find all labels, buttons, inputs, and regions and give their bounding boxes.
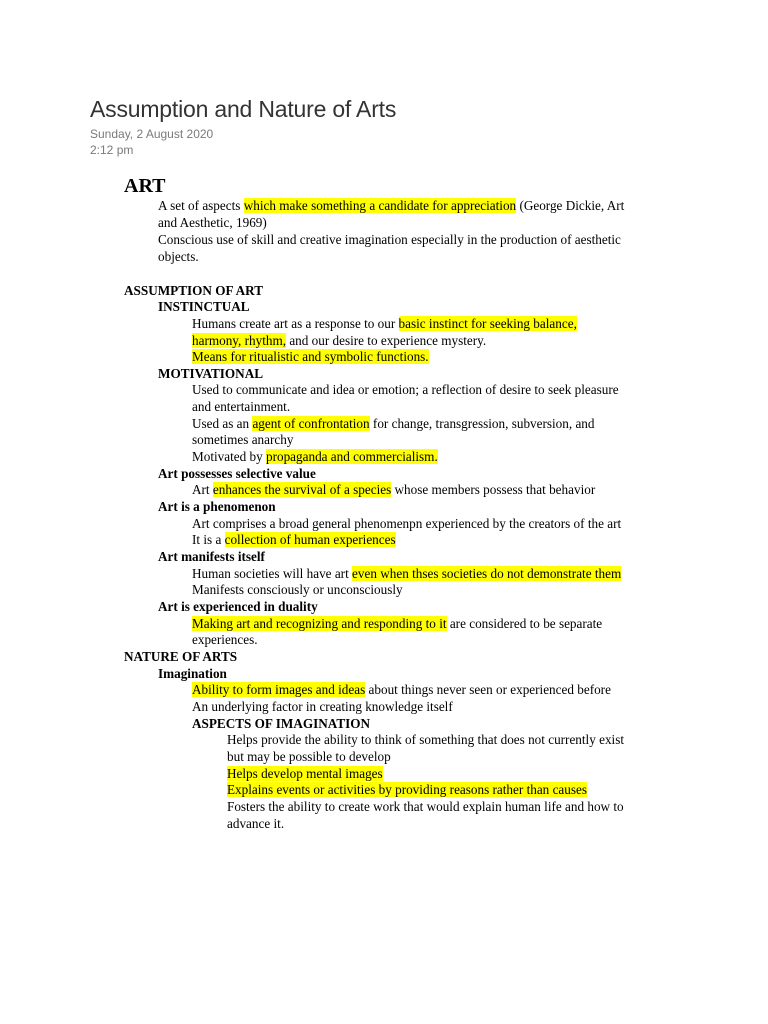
phenomenon-heading: Art is a phenomenon: [158, 499, 276, 514]
manifests-line-1: Human societies will have art even when thses societies do not demonstrate them: [192, 566, 622, 581]
page-title: Assumption and Nature of Arts: [90, 96, 397, 122]
aspect-3: [227, 781, 587, 798]
highlight: harmony, rhythm,: [192, 333, 287, 348]
motivational-line-1: Used to communicate and idea or emotion; a reflection of desire to seek pleasure: [192, 382, 619, 397]
highlight: Making art and recognizing and responding to it: [192, 616, 447, 631]
imagination-heading: Imagination: [158, 666, 227, 681]
selective-heading: Art possesses selective value: [158, 466, 316, 481]
nature-heading: NATURE OF ARTS: [124, 649, 238, 664]
imagination-line-1: Ability to form images and ideas about things never seen or experienced before: [192, 682, 611, 697]
phenomenon-line-1: Art comprises a broad general phenomenpn experienced by the creators of the art: [192, 516, 622, 531]
aspect-2: [227, 765, 383, 782]
art-definition-line-4: objects.: [158, 249, 199, 264]
highlight: Means for ritualistic and symbolic functions.: [192, 349, 429, 364]
page-date: Sunday, 2 August 2020: [90, 127, 214, 141]
manifests-heading: Art manifests itself: [158, 549, 265, 564]
highlight: Explains events or activities by providing reasons rather than causes: [227, 782, 587, 797]
imagination-line-2: An underlying factor in creating knowledge itself: [192, 699, 453, 714]
highlight: Ability to form images and ideas: [192, 682, 366, 697]
motivational-line-4: sometimes anarchy: [192, 432, 294, 447]
highlight: basic instinct for seeking balance,: [398, 316, 577, 331]
page-time: 2:12 pm: [90, 143, 134, 157]
motivational-line-2: and entertainment.: [192, 399, 291, 414]
aspect-4-line-2: advance it.: [227, 816, 285, 831]
highlight: agent of confrontation: [252, 416, 370, 431]
aspects-heading: ASPECTS OF IMAGINATION: [192, 716, 371, 731]
highlight: enhances the survival of a species: [212, 482, 392, 497]
aspect-1-line-1: Helps provide the ability to think of something that does not currently exist: [227, 732, 625, 747]
motivational-heading: MOTIVATIONAL: [158, 366, 264, 381]
instinctual-line-1: Humans create art as a response to our basic instinct for seeking balance,: [192, 316, 577, 331]
highlight: even when thses societies do not demonstrate them: [352, 566, 622, 581]
instinctual-heading: INSTINCTUAL: [158, 299, 250, 314]
duality-line-2: experiences.: [192, 632, 258, 647]
aspect-1-line-2: but may be possible to develop: [227, 749, 391, 764]
highlight: propaganda and commercialism.: [266, 449, 438, 464]
art-definition-line-1: A set of aspects which make something a candidate for appreciation (George Dickie, Art: [158, 198, 625, 213]
art-heading: ART: [124, 175, 166, 197]
selective-line-1: Art enhances the survival of a species whose members possess that behavior: [192, 482, 596, 497]
highlight: which make something a candidate for appreciation: [243, 198, 517, 213]
highlight: collection of human experiences: [224, 532, 396, 547]
motivational-line-5: Motivated by propaganda and commercialism.: [192, 449, 438, 464]
highlight: Helps develop mental images: [227, 766, 383, 781]
duality-heading: Art is experienced in duality: [158, 599, 318, 614]
instinctual-line-3: [192, 348, 429, 365]
art-definition-line-3: Conscious use of skill and creative imagination especially in the production of aesthetic: [158, 232, 621, 247]
art-definition-line-2: and Aesthetic, 1969): [158, 215, 267, 230]
aspect-4-line-1: Fosters the ability to create work that would explain human life and how to: [227, 799, 624, 814]
assumption-heading: ASSUMPTION OF ART: [124, 283, 263, 298]
duality-line-1: Making art and recognizing and responding to it are considered to be separate: [192, 616, 603, 631]
manifests-line-2: Manifests consciously or unconsciously: [192, 582, 403, 597]
motivational-line-3: Used as an agent of confrontation for change, transgression, subversion, and: [192, 416, 595, 431]
phenomenon-line-2: It is a collection of human experiences: [192, 532, 396, 547]
instinctual-line-2: harmony, rhythm, and our desire to experience mystery.: [192, 333, 487, 348]
